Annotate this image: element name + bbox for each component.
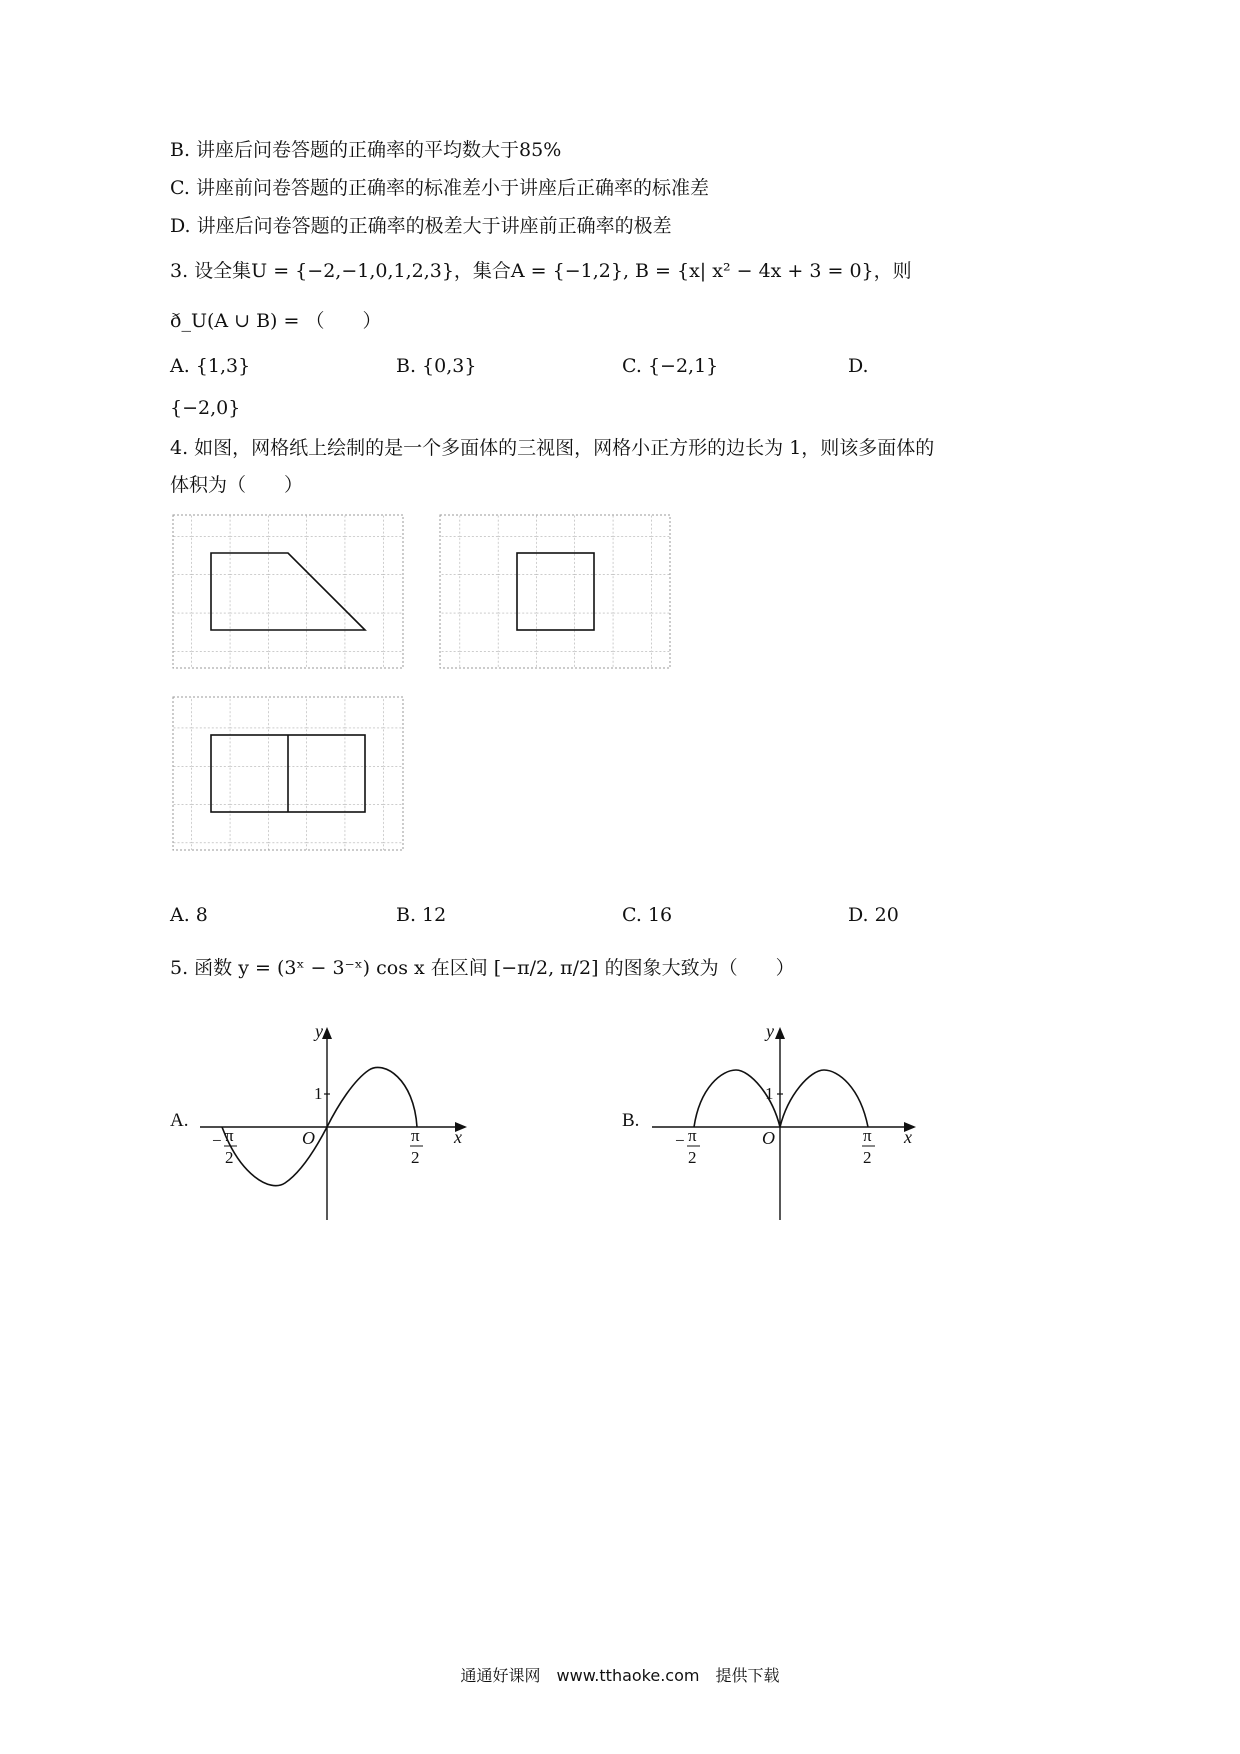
- q4-stem-line1: 4. 如图，网格纸上绘制的是一个多面体的三视图，网格小正方形的边长为 1，则该多面体的: [170, 437, 935, 459]
- q2-option-d: D. 讲座后问卷答题的正确率的极差大于讲座前正确率的极差: [170, 215, 672, 237]
- svg-text:2: 2: [688, 1148, 697, 1167]
- y-axis-arrow: [775, 1027, 785, 1039]
- y-axis-arrow: [322, 1027, 332, 1039]
- svg-text:1: 1: [765, 1084, 774, 1103]
- svg-text:−: −: [675, 1131, 685, 1150]
- q4-option-c: C. 16: [622, 904, 673, 926]
- graph-b-label: B.: [622, 1110, 640, 1131]
- svg-text:π: π: [225, 1126, 234, 1145]
- front-view: [173, 515, 403, 668]
- svg-text:π: π: [411, 1126, 420, 1145]
- svg-text:2: 2: [863, 1148, 872, 1167]
- q3-option-d-value: {−2,0}: [170, 397, 241, 419]
- q3-option-b: B. {0,3}: [396, 355, 477, 377]
- svg-text:y: y: [315, 1021, 323, 1041]
- q5-graph-b: [622, 1015, 932, 1230]
- q3-option-d: D.: [848, 355, 869, 377]
- top-view: [173, 697, 403, 850]
- footer-download-note: 通通好课网 www.tthaoke.com 提供下载: [460, 1666, 780, 1685]
- svg-text:y: y: [766, 1021, 774, 1041]
- q2-option-c: C. 讲座前问卷答题的正确率的标准差小于讲座后正确率的标准差: [170, 177, 709, 199]
- svg-text:x: x: [454, 1127, 462, 1147]
- curve-b: [694, 1070, 868, 1127]
- svg-text:1: 1: [314, 1084, 323, 1103]
- q4-option-a: A. 8: [170, 904, 208, 926]
- q4-stem-line2: 体积为（ ）: [170, 474, 304, 496]
- svg-text:x: x: [904, 1127, 912, 1147]
- q3-stem-complement: ð_U(A ∪ B) = （ ）: [170, 310, 382, 332]
- q4-option-b: B. 12: [396, 904, 447, 926]
- q5-stem: 5. 函数 y = (3ˣ − 3⁻ˣ) cos x 在区间 [−π/2, π/2] 的图象大致为（ ）: [170, 957, 795, 979]
- q2-option-b: B. 讲座后问卷答题的正确率的平均数大于85%: [170, 139, 562, 161]
- q3-stem: 3. 设全集U = {−2,−1,0,1,2,3}，集合A = {−1,2}, B = {x| x² − 4x + 3 = 0}，则: [170, 260, 912, 282]
- q3-option-c: C. {−2,1}: [622, 355, 719, 377]
- svg-text:2: 2: [411, 1148, 420, 1167]
- graph-a-label: A.: [170, 1110, 189, 1131]
- q5-graph-a: [170, 1015, 490, 1230]
- q3-option-a: A. {1,3}: [170, 355, 251, 377]
- svg-text:π: π: [688, 1126, 697, 1145]
- svg-text:O: O: [302, 1128, 315, 1148]
- svg-text:−: −: [212, 1131, 222, 1150]
- side-view: [440, 515, 670, 668]
- svg-text:π: π: [863, 1126, 872, 1145]
- q4-option-d: D. 20: [848, 904, 899, 926]
- svg-text:2: 2: [225, 1148, 234, 1167]
- svg-text:O: O: [762, 1128, 775, 1148]
